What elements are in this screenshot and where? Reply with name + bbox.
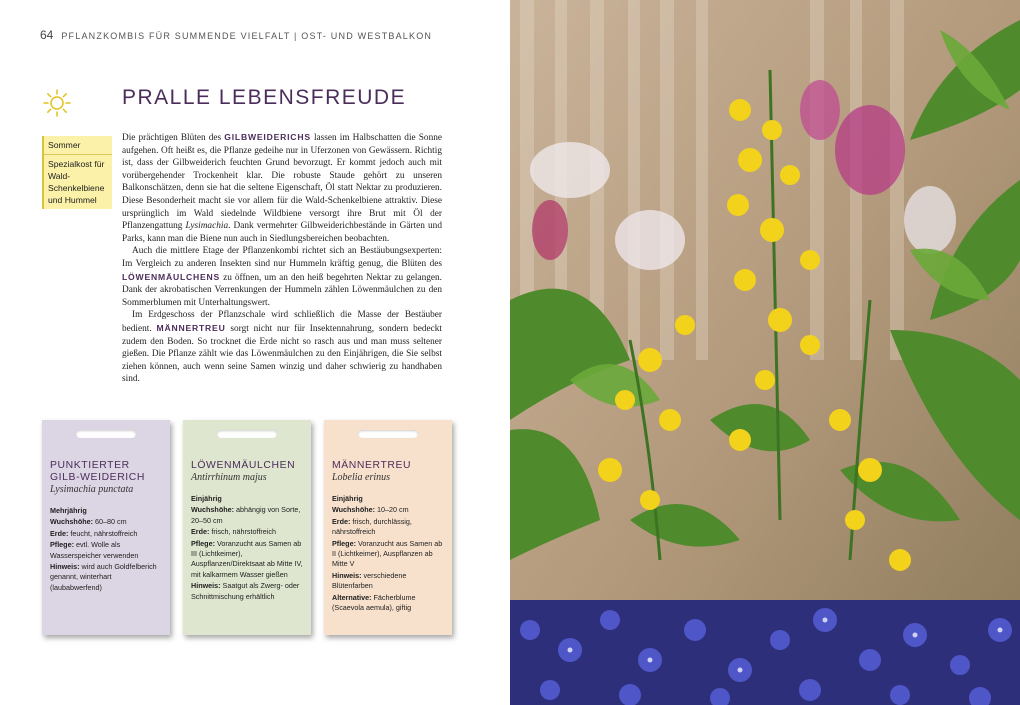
plant-card-name: MÄNNERTREU: [332, 460, 412, 471]
plant-name-highlight: MÄNNERTREU: [156, 322, 226, 333]
running-title: PFLANZKOMBIS FÜR SUMMENDE VIELFALT | OST- UND WESTBALKON: [61, 31, 433, 41]
plant-card-line-key: Hinweis:: [332, 570, 362, 580]
plant-card-line: Hinweis: wird auch Goldfelberich genannt, winterhart (laubabwerfend): [50, 562, 157, 592]
plant-card-line: Erde: frisch, nährstoffreich: [191, 527, 276, 537]
plant-card-line: Hinweis: Saatgut als Zwerg- oder Schnittmischung erhältlich: [191, 581, 300, 601]
sun-icon: [42, 88, 72, 118]
plant-card-line: [332, 494, 444, 504]
plant-card-line-key: Hinweis:: [191, 581, 221, 591]
plant-card-line: [50, 506, 162, 516]
hang-hole: [358, 430, 418, 438]
plant-card-line-key: Erde:: [332, 516, 351, 526]
paragraph-2: Auch die mittlere Etage der Pflanzenkombi richtet sich an Bestäubungsexperten: Im Vergleich zu anderen Insekten sind nur Hummeln kräftig genug, die Blüten des LÖWENMÄULCHENS zu öffnen, um an den heiß begehrten Nektar zu gelangen. Dank der akrobatischen Verrenkungen der Hummeln zählen Löwenmäulchen zu den Sommerblumen mit Unterhaltungswert.: [122, 246, 442, 308]
paragraph-1: Die prächtigen Blüten des GILBWEIDERICHS lassen im Halbschatten die Sonne aufgehen. Oft heißt es, die Pflanze gedeihe nur in Uferzonen von Gewässern. Richtig ist, dass der Gilbweiderich feuchten Grund bevorzugt. Er kommt jedoch auch mit vorübergehender Trockenheit klar. Die robuste Staude gehört zu unseren Balkonschätzen, denn sie hat die seltene Eigenschaft, Öl statt Nektar zu produzieren. Diese Besonderheit macht sie vor allem für die Wald-Schenkelbiene attraktiv. Diese ursprünglich im Wald siedelnde Wildbiene versorgt ihre Brut mit Öl der Pflanzengattung Lysimachia. Dank vermehrter Gilbweiderichbestände in Gärten und Parks, kann man die Biene nun auch in Siedlungsbereichen beobachten.: [122, 132, 442, 244]
running-head: [40, 28, 432, 42]
plant-card-line-key: Pflege:: [191, 538, 215, 548]
section-title: PRALLE LEBENSFREUDE: [122, 86, 407, 109]
plant-card-name: LÖWENMÄULCHEN: [191, 460, 296, 471]
plant-card-line-key: Pflege:: [50, 540, 74, 550]
plant-card-line-key: Hinweis:: [50, 562, 80, 572]
plant-card-details: [191, 494, 303, 602]
plant-card-line-key: Erde:: [191, 527, 210, 537]
plant-card-line: Wuchshöhe: 10–20 cm: [332, 505, 409, 515]
plant-card-details: [332, 494, 444, 613]
plant-card-line: Wuchshöhe: 60–80 cm: [50, 517, 127, 527]
plant-card-name: PUNKTIERTER GILB-WEIDERICH: [50, 460, 145, 483]
page-number: 64: [40, 28, 54, 42]
tag-special: Spezialkost für Wald-Schenkelbiene und Hummel: [44, 154, 112, 209]
plant-card-line: Pflege: evtl. Wolle als Wasserspeicher verwenden: [50, 540, 139, 560]
plant-card-line-key: Alternative:: [332, 592, 372, 602]
flower-photo: [510, 0, 1020, 705]
right-page: [510, 0, 1020, 705]
plant-card-line: Pflege: Voranzucht aus Samen ab III (Lichtkeimer), Auspflanzen/Direktsaat ab Mitte IV, mit kalkarmem Wasser gießen: [191, 538, 303, 579]
plant-card-line-key: Wuchshöhe:: [50, 517, 93, 527]
plant-card-latin: Lobelia erinus: [332, 472, 391, 483]
plant-card-details: [50, 506, 162, 593]
plant-card-line-key: Pflege:: [332, 538, 356, 548]
plant-card-latin: Antirrhinum majus: [191, 472, 267, 483]
plant-card-maennertreu: [324, 420, 452, 635]
plant-card-line: Alternative: Fächerblume (Scaevola aemula), giftig: [332, 592, 416, 613]
plant-card-line: Wuchshöhe: abhängig von Sorte, 20–50 cm: [191, 505, 301, 525]
plant-card-loewenmaeulchen: [183, 420, 311, 635]
plant-name-highlight: LÖWENMÄULCHENS: [122, 271, 221, 282]
plant-card-line: Hinweis: verschiedene Blütenfarben: [332, 570, 407, 591]
plant-card-line-key: Einjährig: [191, 494, 222, 503]
plant-card-line: Erde: frisch, durchlässig, nährstoffreich: [332, 516, 412, 537]
plant-card-line-key: Mehrjährig: [50, 506, 87, 515]
plant-card-line: Erde: feucht, nährstoffreich: [50, 528, 138, 538]
plant-card-line: [191, 494, 303, 504]
tag-season: Sommer: [48, 140, 81, 150]
plant-name-highlight: GILBWEIDERICHS: [224, 132, 311, 142]
hang-hole: [76, 430, 136, 438]
plant-card-line: Pflege: Voranzucht aus Samen ab II (Lichtkeimer), Auspflanzen ab Mitte V: [332, 538, 443, 569]
plant-card-latin: Lysimachia punctata: [50, 484, 134, 495]
latin-term: Lysimachia: [185, 221, 229, 232]
plant-card-line-key: Einjährig: [332, 494, 363, 503]
plant-card-line-key: Wuchshöhe:: [191, 505, 234, 515]
plant-card-gilbweiderich: [42, 420, 170, 635]
hang-hole: [217, 430, 277, 438]
plant-card-line-key: Erde:: [50, 528, 69, 538]
tag-box: [42, 136, 112, 209]
paragraph-3: Im Erdgeschoss der Pflanzschale wird schließlich die Masse der Bestäuber bedient. MÄNNERTREU sorgt nicht nur für Insektennahrung, sondern bedeckt zudem den Boden. So trocknet die Erde nicht so rasch aus und man muss seltener gießen. Die Pflanze zählt wie das Löwenmäulchen zu den Einjährigen, die Sie selbst ziehen können, auch wenn seine Samen winzig und daher schwierig zu handhaben sind.: [122, 310, 442, 385]
article-body: [122, 131, 442, 386]
plant-card-line-key: Wuchshöhe:: [332, 505, 375, 515]
